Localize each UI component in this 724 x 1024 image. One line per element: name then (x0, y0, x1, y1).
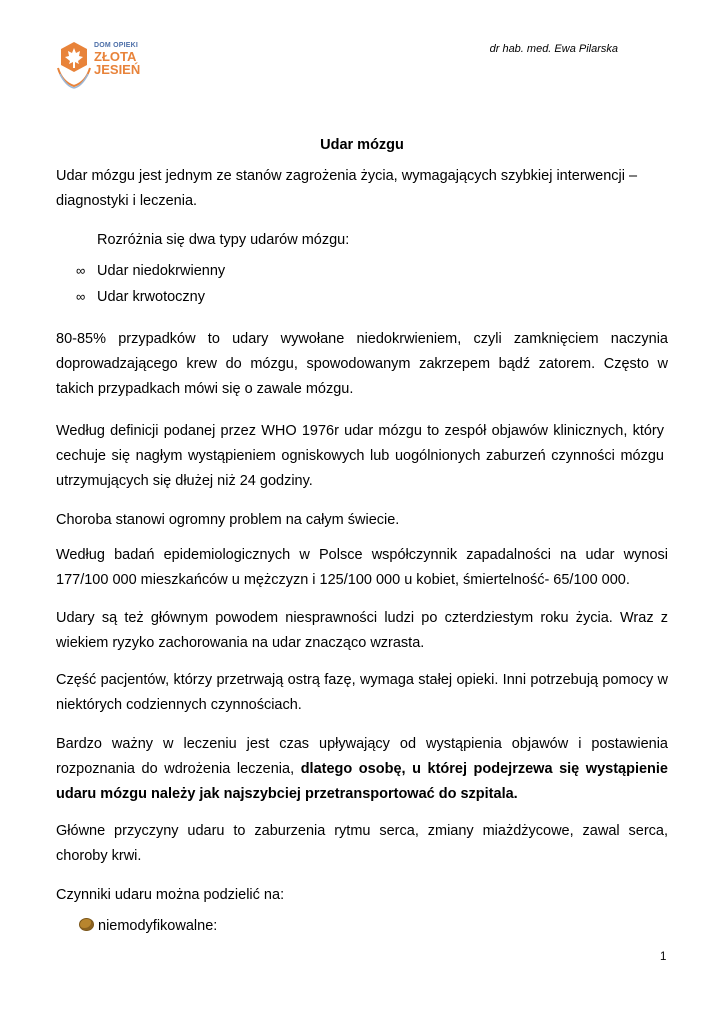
list-item (76, 284, 205, 310)
nut-bullet-icon (79, 918, 94, 931)
types-intro: Rozróżnia się dwa typy udarów mózgu: (97, 232, 350, 248)
intro-paragraph: Udar mózgu jest jednym ze stanów zagrożenia życia, wymagających szybkiej interwencji – diagnostyki i leczenia. (56, 168, 638, 209)
infinity-bullet-icon: ∞ (76, 289, 86, 304)
logo-line-1: DOM OPIEKI (94, 42, 139, 49)
paragraph: Według badań epidemiologicznych w Polsce współczynnik zapadalności na udar wynosi 177/100 000 mieszkańców u mężczyzn i 125/100 000 u kobiet, śmiertelność- 65/100 000. (56, 547, 668, 588)
page-number: 1 (660, 951, 667, 963)
logo-line-2: ZŁOTA (94, 49, 137, 64)
paragraph: Choroba stanowi ogromny problem na całym świecie. (56, 512, 400, 528)
list-item-label: Udar niedokrwienny (97, 263, 226, 279)
paragraph: Udary są też głównym powodem niesprawności ludzi po czterdziestym roku życia. Wraz z wiekiem ryzyko zachorowania na udar znacząco wzrasta. (56, 610, 668, 651)
paragraph: Część pacjentów, którzy przetrwają ostrą fazę, wymaga stałej opieki. Inni potrzebują pomocy w niektórych codziennych czynnościach. (56, 672, 668, 713)
list-item-label: niemodyfikowalne: (98, 918, 218, 934)
paragraph (56, 732, 668, 807)
logo (56, 40, 156, 92)
author-name: dr hab. med. Ewa Pilarska (489, 43, 618, 55)
paragraph: 80-85% przypadków to udary wywołane niedokrwieniem, czyli zamknięciem naczynia doprowadzającego krew do mózgu, spowodowanym zakrzepem bądź zatorem. Często w takich przypadkach mówi się o zawale mózgu. (56, 331, 668, 397)
document-title: Udar mózgu (320, 137, 404, 153)
paragraph-emphasis: dlatego osobę, u której podejrzewa się wystąpienie udaru mózgu należy jak najszybciej przetransportować do szpitala. (56, 761, 668, 802)
paragraph: Czynniki udaru można podzielić na: (56, 887, 285, 903)
list-item (79, 914, 217, 939)
list-item-label: Udar krwotoczny (97, 289, 205, 305)
logo-line-3: JESIEŃ (94, 62, 141, 77)
logo-text (94, 42, 140, 76)
maple-leaf-hands-icon (56, 40, 92, 92)
paragraph: Według definicji podanej przez WHO 1976r udar mózgu to zespół objawów klinicznych, który cechuje się nagłym wystąpieniem ogniskowych lub uogólnionych zaburzeń czynności mózgu utrzymujących się dłużej niż 24 godziny. (56, 423, 664, 489)
list-item (76, 258, 225, 284)
paragraph-text: Bardzo ważny w leczeniu jest czas upływający od wystąpienia objawów i postawienia rozpoznania do wdrożenia leczenia, (56, 736, 668, 777)
paragraph: Główne przyczyny udaru to zaburzenia rytmu serca, zmiany miażdżycowe, zawal serca, choroby krwi. (56, 823, 668, 864)
infinity-bullet-icon: ∞ (76, 263, 86, 278)
